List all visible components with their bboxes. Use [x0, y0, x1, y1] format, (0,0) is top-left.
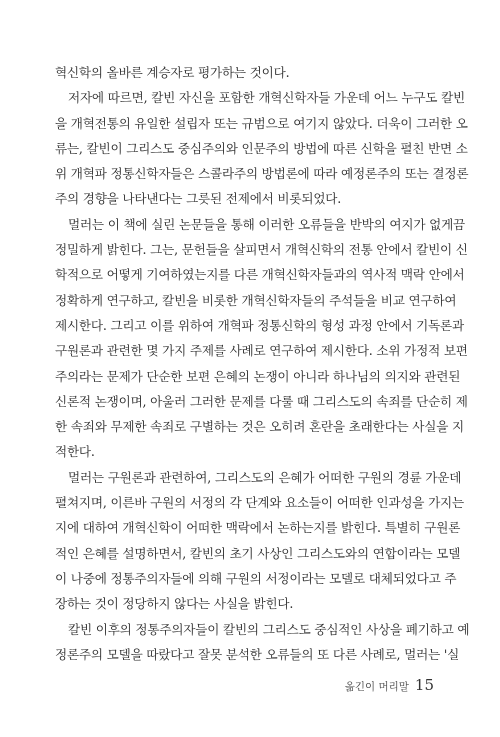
- page-footer: [345, 676, 434, 694]
- text-line: 지에 대하여 개혁신학이 어떠한 맥락에서 논하는지를 밝힌다. 특별히 구원론: [55, 520, 461, 536]
- text-line: 멀러는 이 책에 실린 논문들을 통해 이러한 오류들을 반박의 여지가 없게끔: [68, 216, 465, 232]
- text-line: 을 개혁전통의 유일한 설립자 또는 규범으로 여기지 않았다. 더욱이 그러한 오: [55, 115, 468, 131]
- text-line: 적인 은혜를 설명하면서, 칼빈의 초기 사상인 그리스도와의 연합이라는 모델: [55, 545, 461, 561]
- text-line: 류는, 칼빈이 그리스도 중심주의와 인문주의 방법에 따른 신학을 펼친 반면 소: [55, 140, 468, 156]
- page-number: 15: [414, 676, 434, 694]
- text-line: 이 나중에 정통주의자들에 의해 구원의 서정이라는 모델로 대체되었다고 주: [55, 570, 457, 586]
- text-line: 한 속죄와 무제한 속죄로 구별하는 것은 오히려 혼란을 초래한다는 사실을 지: [55, 419, 464, 435]
- text-line: 멀러는 구원론과 관련하여, 그리스도의 은혜가 어떠한 구원의 경륜 가운데: [68, 469, 462, 485]
- text-line: 주의라는 문제가 단순한 보편 은혜의 논쟁이 아니라 하나님의 의지와 관련된: [55, 368, 461, 384]
- text-line: 구원론과 관련한 몇 가지 주제를 사례로 연구하여 제시한다. 소위 가정적 보편: [55, 343, 468, 359]
- text-line: 제시한다. 그리고 이를 위하여 개혁파 정통신학의 형성 과정 안에서 기독론과: [55, 317, 464, 333]
- page-body: [55, 60, 470, 667]
- text-line: 칼빈 이후의 정통주의자들이 칼빈의 그리스도 중심적인 사상을 폐기하고 예: [68, 621, 470, 637]
- text-line: 신론적 논쟁이며, 아울러 그러한 문제를 다룰 때 그리스도의 속죄를 단순히 제: [55, 393, 468, 409]
- text-line: 학적으로 어떻게 기여하였는지를 다른 개혁신학자들과의 역사적 맥락 안에서: [55, 267, 465, 283]
- text-line: 주의 경향을 나타낸다는 그릇된 전제에서 비롯되었다.: [55, 191, 342, 207]
- text-line: 저자에 따르면, 칼빈 자신을 포함한 개혁신학자들 가운데 어느 누구도 칼빈: [68, 90, 465, 106]
- text-line: 위 개혁파 정통신학자들은 스콜라주의 방법론에 따라 예정론주의 또는 결정론: [55, 166, 469, 182]
- text-line: 펼쳐지며, 이른바 구원의 서정의 각 단계와 요소들이 어떠한 인과성을 가지는: [55, 495, 464, 511]
- text-line: 혁신학의 올바른 계승자로 평가하는 것이다.: [55, 65, 290, 80]
- running-head: 옮긴이 머리말: [344, 681, 409, 693]
- text-line: 장하는 것이 정당하지 않다는 사실을 밝힌다.: [55, 596, 294, 612]
- text-line: 정확하게 연구하고, 칼빈을 비롯한 개혁신학자들의 주석들을 비교 연구하여: [55, 292, 457, 308]
- text-line: 정밀하게 밝힌다. 그는, 문헌들을 살피면서 개혁신학의 전통 안에서 칼빈이 신: [55, 242, 468, 258]
- text-line: 정론주의 모델을 따랐다고 잘못 분석한 오류들의 또 다른 사례로, 멀러는 '실: [55, 646, 460, 662]
- text-line: 적한다.: [55, 444, 95, 460]
